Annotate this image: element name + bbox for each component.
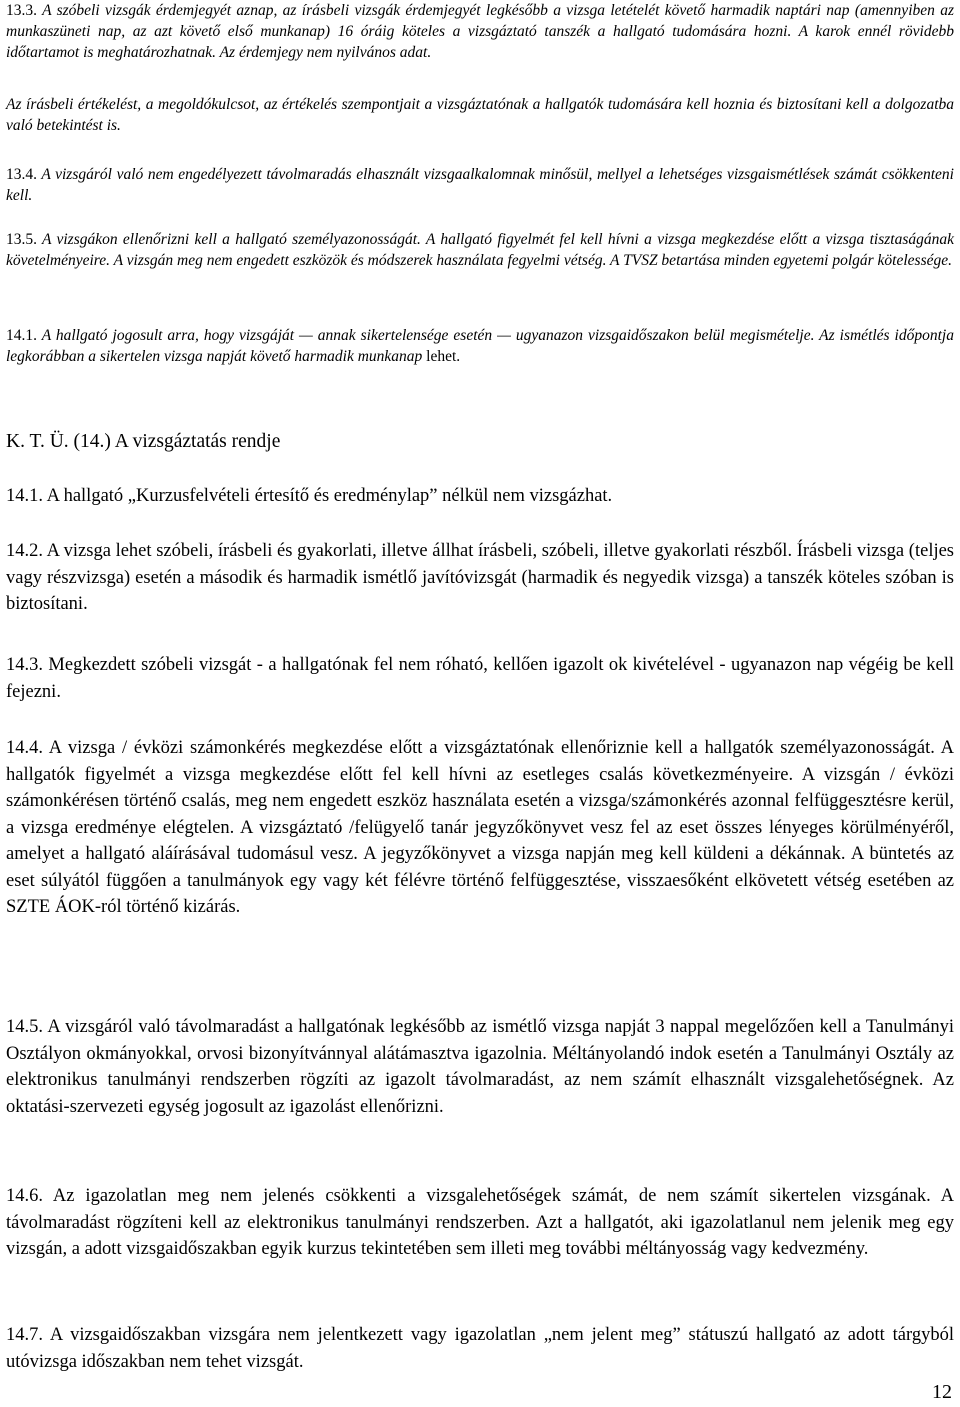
paragraph-14-1-italic xyxy=(6,325,954,367)
paragraph-text: A hallgató „Kurzusfelvételi értesítő és eredménylap” nélkül nem vizsgázhat. xyxy=(46,486,613,506)
paragraph-13-4 xyxy=(6,164,954,206)
paragraph-number: 14.4. xyxy=(6,738,43,758)
paragraph-13-3 xyxy=(6,0,954,63)
paragraph-text: Az írásbeli értékelést, a megoldókulcsot, az értékelés szempontjait a vizsgáztatónak a hallgatók tudomására kell hoznia és biztosítani kell a dolgozatba való betekintést is. xyxy=(6,96,954,134)
paragraph-number: 14.6. xyxy=(6,1186,43,1206)
paragraph-text: Megkezdett szóbeli vizsgát - a hallgatónak fel nem róható, kellően igazolt ok kivételével - ugyanazon nap végéig be kell fejezni. xyxy=(6,655,954,702)
paragraph-14-4 xyxy=(6,735,954,921)
paragraph-number: 14.1. xyxy=(6,486,43,506)
paragraph-number: 14.5. xyxy=(6,1017,43,1037)
section-heading: K. T. Ü. (14.) A vizsgáztatás rendje xyxy=(6,431,281,452)
paragraph-text: A vizsgáról való távolmaradást a hallgatónak legkésőbb az ismétlő vizsga napját 3 nappal megelőzően kell a Tanulmányi Osztályon okmányokkal, orvosi bizonyítvánnyal alátámasztva igazolnia. Méltányolandó indok esetén a Tanulmányi Osztály az elektronikus tanulmányi rendszerben rögzíti az igazolt távolmaradást, az nem számít elhasznált vizsgalehetőségnek. Az oktatási-szervezeti egység jogosult az igazolást ellenőrizni. xyxy=(6,1017,954,1117)
paragraph-number: 14.1. xyxy=(6,327,37,344)
paragraph-number: 14.7. xyxy=(6,1325,43,1345)
paragraph-14-2 xyxy=(6,538,954,618)
paragraph-14-6 xyxy=(6,1183,954,1263)
paragraph-text: A vizsga / évközi számonkérés megkezdése előtt a vizsgáztatónak ellenőriznie kell a hallgatók személyazonosságát. A hallgatók figyelmét a vizsga megkezdése előtt fel kell hívni az esetleges csalás következményeire. A vizsgán / évközi számonkérésen történő csalás, meg nem engedett eszköz használata esetén a vizsga/számonkérés azonnal felfüggesztésre kerül, a vizsga eredménye elégtelen. A vizsgáztató /felügyelő tanár jegyzőkönyvet vesz fel az eset összes lényeges körülményéről, amelyet a hallgató aláírásával tudomásul vesz. A jegyzőkönyvet a vizsga napján meg kell küldeni a dékánnak. A büntetés az eset súlyától függően a tanulmányok egy vagy két félévre történő felfüggesztése, visszaesőként elkövetett vétség esetében az SZTE ÁOK-ról történő kizárás. xyxy=(6,738,954,917)
page-number: 12 xyxy=(932,1381,952,1403)
paragraph-text: Az igazolatlan meg nem jelenés csökkenti a vizsgalehetőségek számát, de nem számít sikertelen vizsgának. A távolmaradást rögzíteni kell az elektronikus tanulmányi rendszerben. Azt a hallgatót, aki igazolatlanul nem jelenik meg egy vizsgán, a adott vizsgaidőszakban egyik kurzus tekintetében sem illeti meg további méltányosság vagy kedvezmény. xyxy=(6,1186,954,1259)
paragraph-number: 13.3. xyxy=(6,2,37,19)
paragraph-13-5 xyxy=(6,229,954,271)
paragraph-text: A vizsgáról való nem engedélyezett távolmaradás elhasznált vizsgaalkalomnak minősül, mellyel a lehetséges vizsgaismétlések számát csökkenteni kell. xyxy=(6,166,954,204)
paragraph-number: 13.4. xyxy=(6,166,37,183)
paragraph-number: 14.3. xyxy=(6,655,43,675)
paragraph-14-7 xyxy=(6,1322,954,1375)
paragraph-number: 14.2. xyxy=(6,541,43,561)
paragraph-text: A hallgató jogosult arra, hogy vizsgáját — annak sikertelensége esetén — ugyanazon vizsgaidőszakon belül megismételje. Az ismétlés időpontja legkorábban a sikertelen vizsga napját követő harmadik munkanap xyxy=(6,327,954,365)
paragraph-number: 13.5. xyxy=(6,231,37,248)
paragraph-text: A vizsgákon ellenőrizni kell a hallgató személyazonosságát. A hallgató figyelmét fel kell hívni a vizsga megkezdése előtt a vizsga tisztaságának követelményeire. A vizsgán meg nem engedett eszközök és módszerek használata fegyelmi vétség. A TVSZ betartása minden egyetemi polgár kötelessége. xyxy=(6,231,954,269)
paragraph-text: A vizsgaidőszakban vizsgára nem jelentkezett vagy igazolatlan „nem jelent meg” státuszú hallgató az adott tárgyból utóvizsga időszakban nem tehet vizsgát. xyxy=(6,1325,954,1372)
paragraph-text: A vizsga lehet szóbeli, írásbeli és gyakorlati, illetve állhat írásbeli, szóbeli, illetve gyakorlati részből. Írásbeli vizsga (teljes vagy részvizsga) esetén a második és harmadik ismétlő javítóvizsgát (harmadik és negyedik vizsga) a tanszék köteles szóban is biztosítani. xyxy=(6,541,955,614)
paragraph-text: A szóbeli vizsgák érdemjegyét aznap, az írásbeli vizsgák érdemjegyét legkésőbb a vizsga letételét követő harmadik naptári nap (amennyiben az munkaszüneti nap, az azt követő első munkanap) 16 óráig köteles a vizsgáztató tanszék a hallgató tudomására hozni. A karok ennél rövidebb időtartamot is meghatározhatnak. Az érdemjegy nem nyilvános adat. xyxy=(6,2,954,61)
paragraph-14-3 xyxy=(6,652,954,705)
paragraph-13-3-evaluation xyxy=(6,94,954,136)
paragraph-14-5 xyxy=(6,1014,954,1120)
paragraph-14-1 xyxy=(6,483,954,510)
paragraph-tail: lehet. xyxy=(426,348,461,365)
